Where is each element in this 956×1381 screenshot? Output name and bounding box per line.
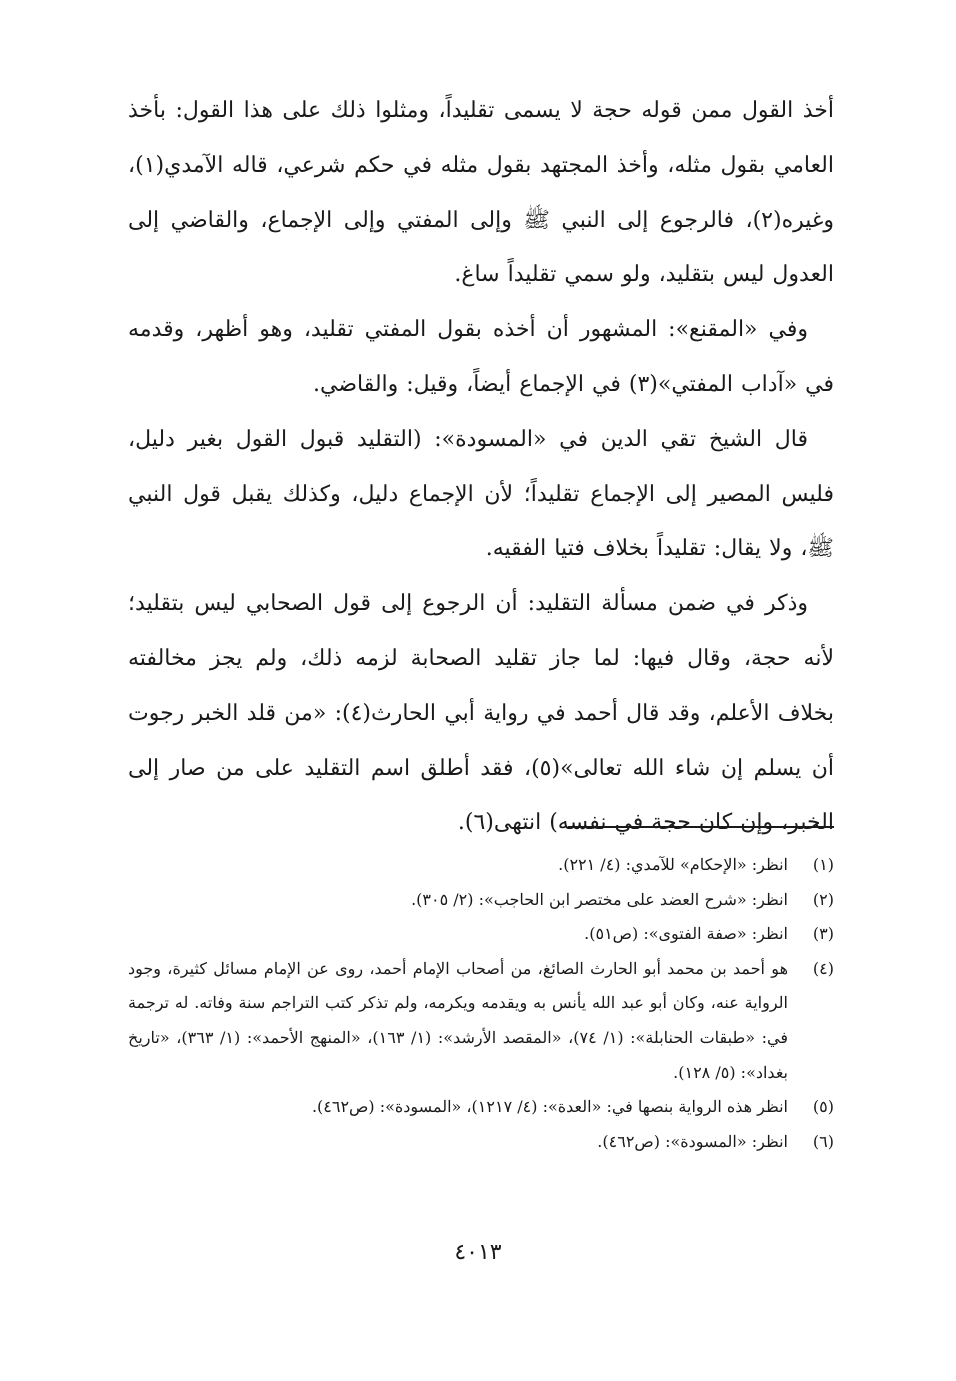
main-text-body: [128, 84, 834, 851]
footnote-text: انظر: «شرح العضد على مختصر ابن الحاجب»: (٢/ ٣٠٥).: [411, 889, 788, 909]
paragraph-4: وذكر في ضمن مسألة التقليد: أن الرجوع إلى قول الصحابي ليس بتقليد؛ لأنه حجة، وقال فيها: لما جاز تقليد الصحابة لزمه ذلك، ولم يجز مخالفته بخلاف الأعلم، وقد قال أحمد في رواية أبي الحارث(٤): «من قلد الخبر رجوت أن يسلم إن شاء الله تعالى»(٥)، فقد أطلق اسم التقليد على من صار إلى الخبر، وإن كان حجة في نفسه) انتهى(٦).: [128, 591, 834, 836]
footnote-text: هو أحمد بن محمد أبو الحارث الصائغ، من أصحاب الإمام أحمد، روى عن الإمام مسائل كثيرة، وجود الرواية عنه، وكان أبو عبد الله يأنس به ويقدمه ويكرمه، ولم تذكر كتب التراجم سنة وفاته. له ترجمة في: «طبقات الحنابلة»: (١/ ٧٤)، «المقصد الأرشد»: (١/ ١٦٣)، «المنهج الأحمد»: (١/ ٣٦٣)، «تاريخ بغداد»: (٥/ ١٢٨).: [128, 958, 789, 1082]
footnote-text: انظر: «الإحكام» للآمدي: (٤/ ٢٢١).: [558, 855, 788, 874]
page-number: ٤٠١٣: [454, 1240, 502, 1265]
paragraph-1: أخذ القول ممن قوله حجة لا يسمى تقليداً، ومثلوا ذلك على هذا القول: بأخذ العامي بقول مثله، وأخذ المجتهد بقول مثله في حكم شرعي، قاله الآمدي(١)، وغيره(٢)، فالرجوع إلى النبي ﷺ وإلى المفتي وإلى الإجماع، والقاضي إلى العدول ليس بتقليد، ولو سمي تقليداً ساغ.: [128, 98, 834, 288]
footnote-number: (٤): [812, 958, 834, 978]
footnote-number: (٥): [812, 1097, 834, 1117]
footnote-6: [128, 1125, 834, 1160]
footnote-text: انظر: «المسودة»: (ص٤٦٢).: [597, 1131, 788, 1151]
footnote-5: [128, 1090, 834, 1125]
footnote-separator: [568, 826, 834, 828]
footnote-2: [128, 883, 834, 918]
paragraph-3: قال الشيخ تقي الدين في «المسودة»: (التقليد قبول القول بغير دليل، فليس المصير إلى الإجماع تقليداً؛ لأن الإجماع دليل، وكذلك يقبل قول النبي ﷺ، ولا يقال: تقليداً بخلاف فتيا الفقيه.: [128, 426, 834, 562]
footnote-3: [128, 917, 834, 952]
footnote-number: (٣): [812, 924, 834, 944]
paragraph-2: وفي «المقنع»: المشهور أن أخذه بقول المفتي تقليد، وهو أظهر، وقدمه في «آداب المفتي»(٣) في الإجماع أيضاً، وقيل: والقاضي.: [128, 317, 834, 397]
footnote-4: [128, 952, 834, 1090]
footnote-text: انظر: «صفة الفتوى»: (ص٥١).: [584, 924, 788, 944]
footnotes-section: [128, 848, 834, 1159]
footnote-1: [128, 848, 834, 883]
footnote-number: (٢): [812, 889, 834, 909]
footnote-number: (٦): [812, 1131, 834, 1151]
footnote-number: (١): [812, 855, 834, 874]
footnote-text: انظر هذه الرواية بنصها في: «العدة»: (٤/ ١٢١٧)، «المسودة»: (ص٤٦٢).: [311, 1097, 788, 1117]
